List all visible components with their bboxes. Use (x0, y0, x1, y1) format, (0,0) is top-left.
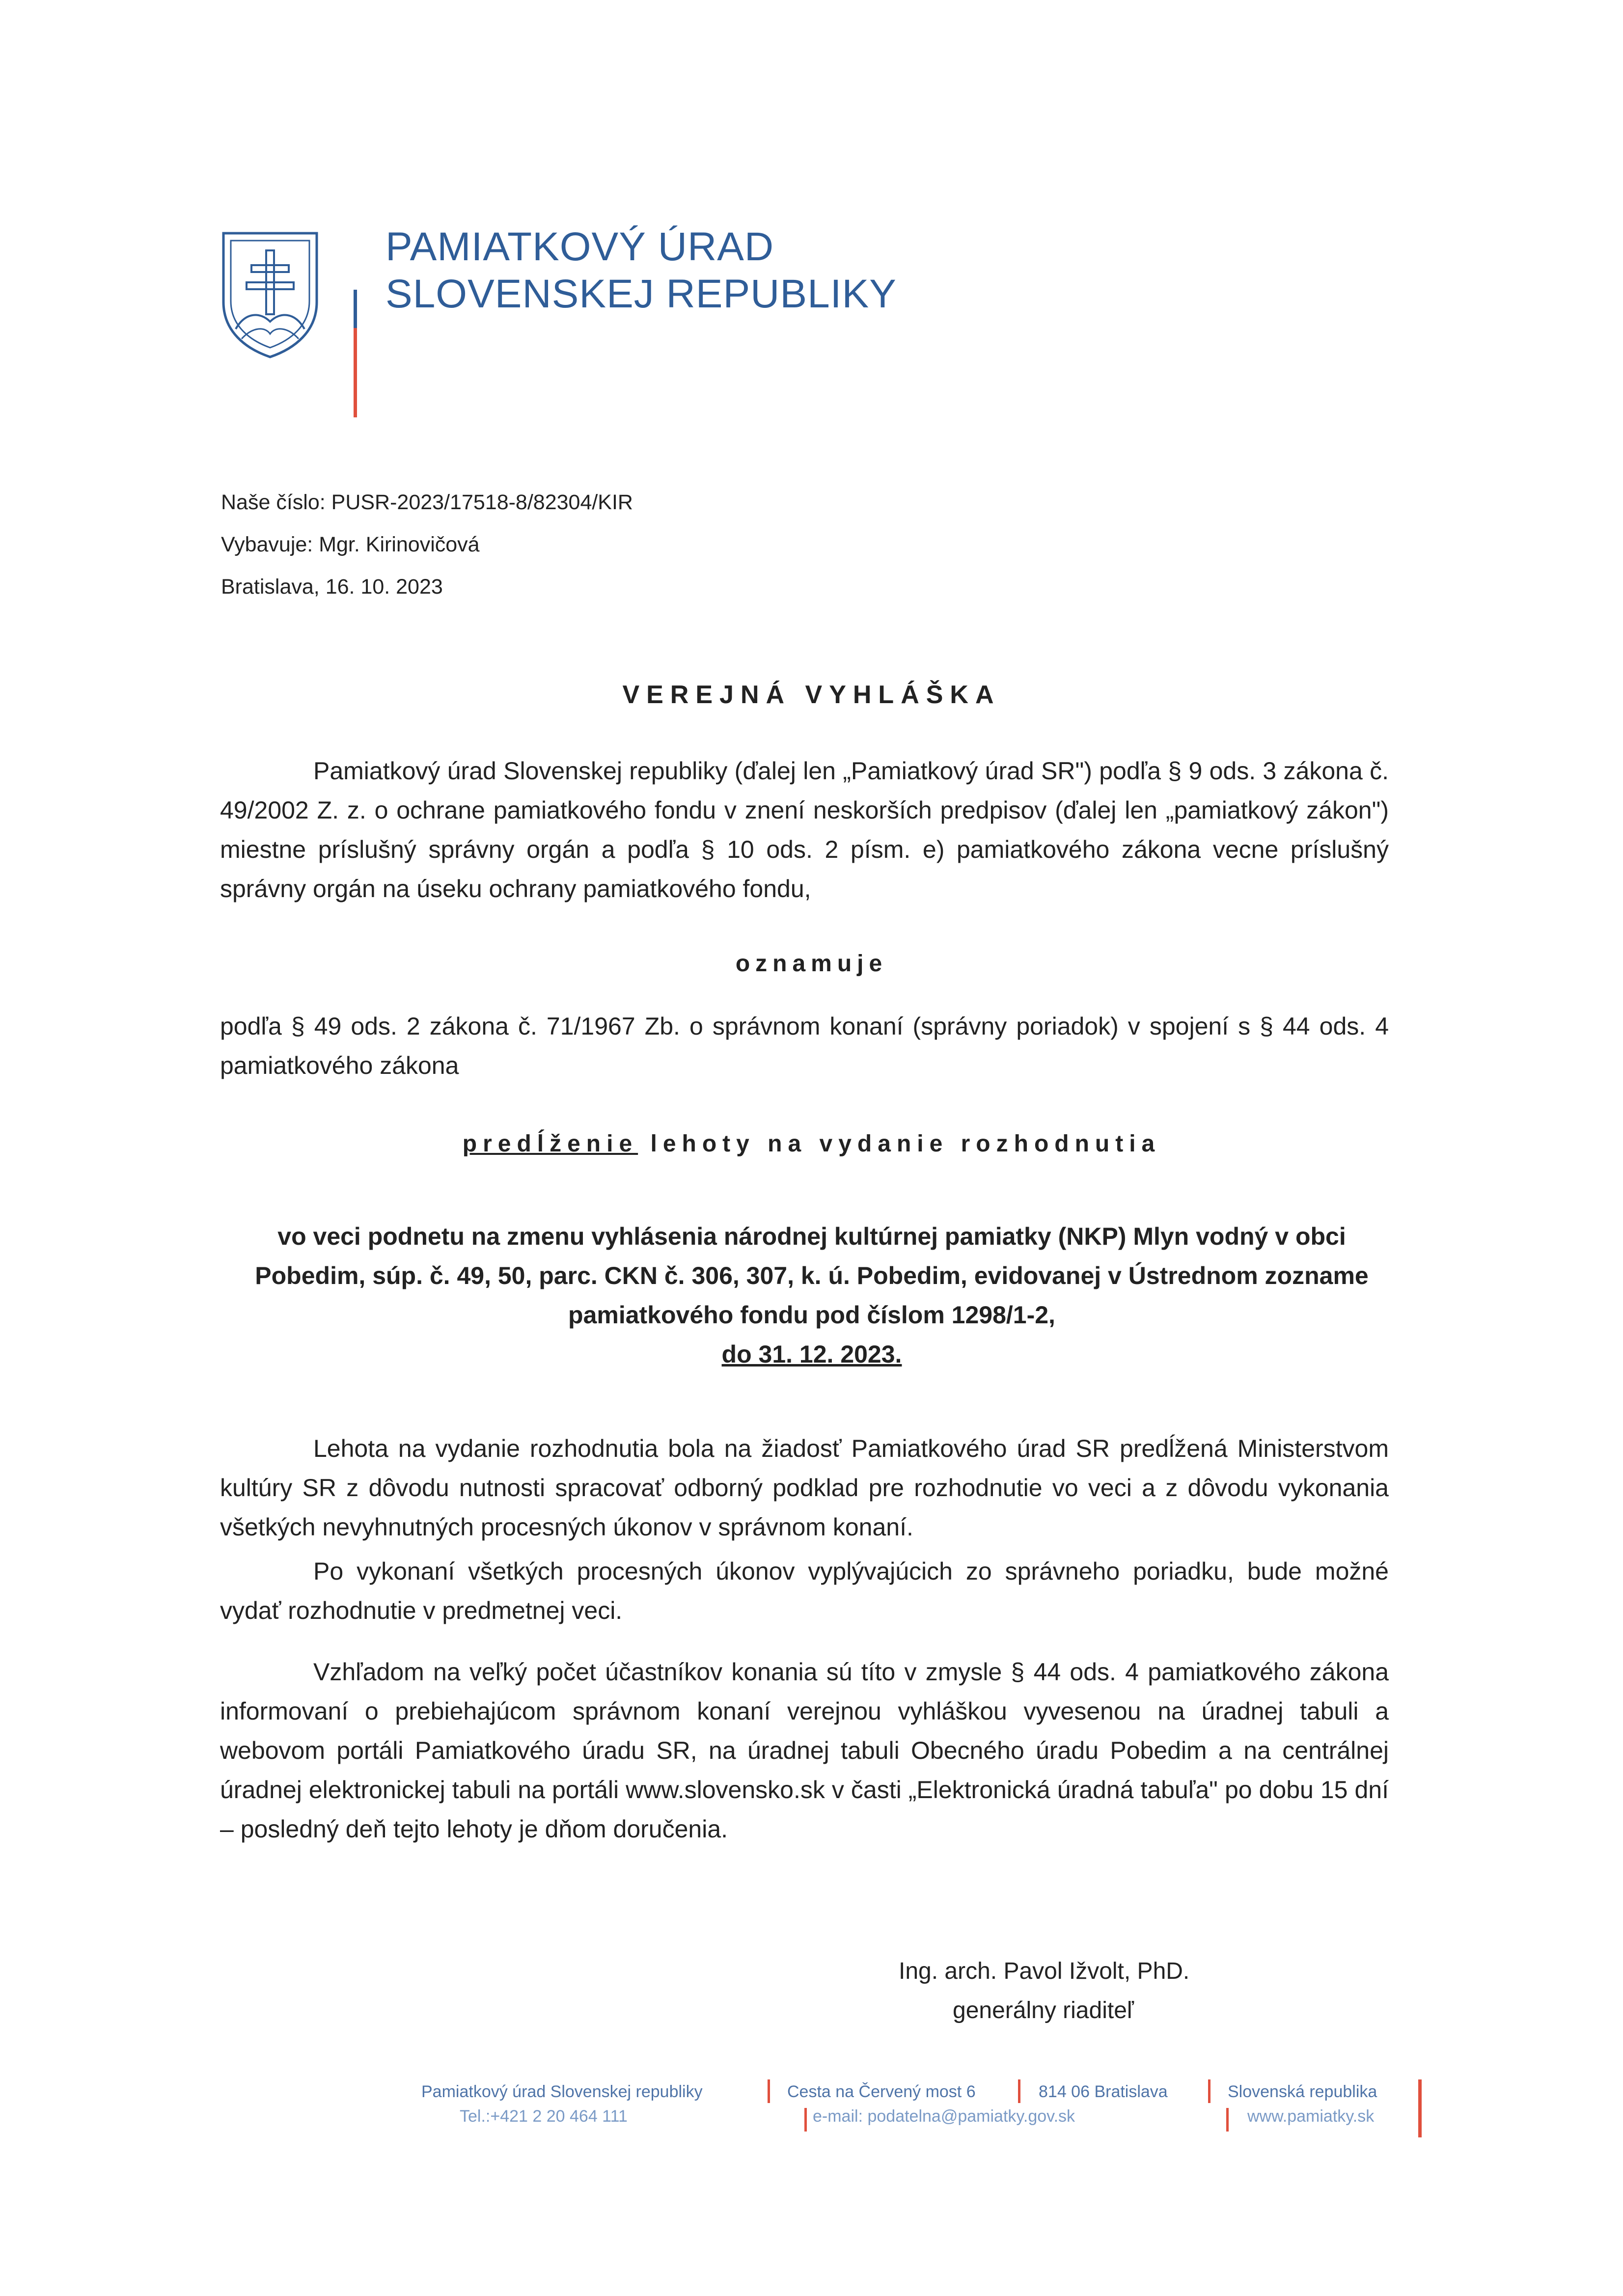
footer-email-column (813, 2104, 1075, 2129)
footer-separator (804, 2108, 807, 2132)
coat-of-arms-icon (216, 228, 324, 361)
organization-name-line1: PAMIATKOVÝ ÚRAD (385, 224, 774, 269)
footer-address-column (787, 2079, 976, 2104)
document-title: VEREJNÁ VYHLÁŠKA (622, 681, 1001, 709)
footer-city: 814 06 Bratislava (1039, 2082, 1168, 2101)
footer (0, 2079, 1623, 2138)
footer-separator (768, 2079, 770, 2103)
organization-name-line2: SLOVENSKEJ REPUBLIKY (385, 272, 897, 316)
reference-block (221, 481, 633, 608)
header-divider (354, 290, 357, 417)
signatory-role: generálny riaditeľ (953, 1997, 1134, 2023)
legal-basis-paragraph: podľa § 49 ods. 2 zákona č. 71/1967 Zb. o správnom konaní (správny poriadok) v spojení s § 44 ods. 4 pamiatkového zákona (220, 1012, 1389, 1079)
footer-end-bar (1418, 2079, 1422, 2137)
extension-heading-rest: lehoty na vydanie rozhodnutia (638, 1131, 1161, 1157)
footer-city-column (1039, 2079, 1168, 2104)
footer-separator (1018, 2079, 1020, 2103)
footer-country-column (1228, 2079, 1377, 2104)
announces-heading: oznamuje (735, 951, 888, 977)
place-date: Bratislava, 16. 10. 2023 (221, 575, 443, 599)
notice-paragraph: Vzhľadom na veľký počet účastníkov konania sú títo v zmysle § 44 ods. 4 pamiatkového zákona informovaní o prebiehajúcom správnom konaní verejnou vyhláškou vyvesenou na úradnej tabuli a webovom portáli Pamiatkového úradu SR, na úradnej tabuli Obecného úradu Pobedim a na centrálnej úradnej elektronickej tabuli na portáli www.slovensko.sk v časti „Elektronická úradná tabuľa" po dobu 15 dní – posledný deň tejto lehoty je dňom doručenia. (220, 1658, 1389, 1843)
footer-phone: Tel.:+421 2 20 464 111 (460, 2107, 628, 2126)
extension-heading-underlined: predĺženie (462, 1131, 638, 1157)
signatory-name: Ing. arch. Pavol Ižvolt, PhD. (899, 1958, 1190, 1984)
footer-street: Cesta na Červený most 6 (787, 2082, 976, 2101)
next-steps-paragraph: Po vykonaní všetkých procesných úkonov vyplývajúcich zo správneho poriadku, bude možné vydať rozhodnutie v predmetnej veci. (220, 1558, 1389, 1624)
handler: Vybavuje: Mgr. Kirinovičová (221, 533, 480, 556)
footer-email: e-mail: podatelna@pamiatky.gov.sk (813, 2107, 1075, 2126)
reference-number: Naše číslo: PUSR-2023/17518-8/82304/KIR (221, 491, 633, 514)
organization-name (385, 223, 897, 318)
footer-web-column (1247, 2104, 1374, 2129)
reason-paragraph: Lehota na vydanie rozhodnutia bola na žiadosť Pamiatkového úrad SR predĺžená Ministerstvom kultúry SR z dôvodu nutnosti spracovať odborný podklad pre rozhodnutie vo veci a z dôvodu vykonania všetkých nevyhnutných procesných úkonov v správnom konaní. (220, 1435, 1389, 1541)
footer-org: Pamiatkový úrad Slovenskej republiky (421, 2082, 703, 2101)
intro-paragraph: Pamiatkový úrad Slovenskej republiky (ďalej len „Pamiatkový úrad SR") podľa § 9 ods. 3 zákona č. 49/2002 Z. z. o ochrane pamiatkového fondu v znení neskorších predpisov (ďalej len „pamiatkový zákon") miestne príslušný správny orgán a podľa § 10 ods. 2 písm. e) pamiatkového zákona vecne príslušný správny orgán na úseku ochrany pamiatkového fondu, (220, 757, 1389, 902)
footer-country: Slovenská republika (1228, 2082, 1377, 2101)
footer-separator (1208, 2079, 1210, 2103)
footer-web: www.pamiatky.sk (1247, 2107, 1375, 2126)
signature-block (899, 1952, 1189, 2030)
footer-org-column (421, 2079, 703, 2129)
subject-text: vo veci podnetu na zmenu vyhlásenia národnej kultúrnej pamiatky (NKP) Mlyn vodný v obci Pobedim, súp. č. 49, 50, parc. CKN č. 306, 307, k. ú. Pobedim, evidovanej v Ústrednom zozname pamiatkového fondu pod číslom 1298/1-2, (255, 1223, 1369, 1329)
deadline: do 31. 12. 2023. (721, 1340, 902, 1368)
extension-heading (0, 1130, 1623, 1157)
footer-separator (1226, 2108, 1229, 2132)
subject-paragraph (220, 1217, 1403, 1374)
